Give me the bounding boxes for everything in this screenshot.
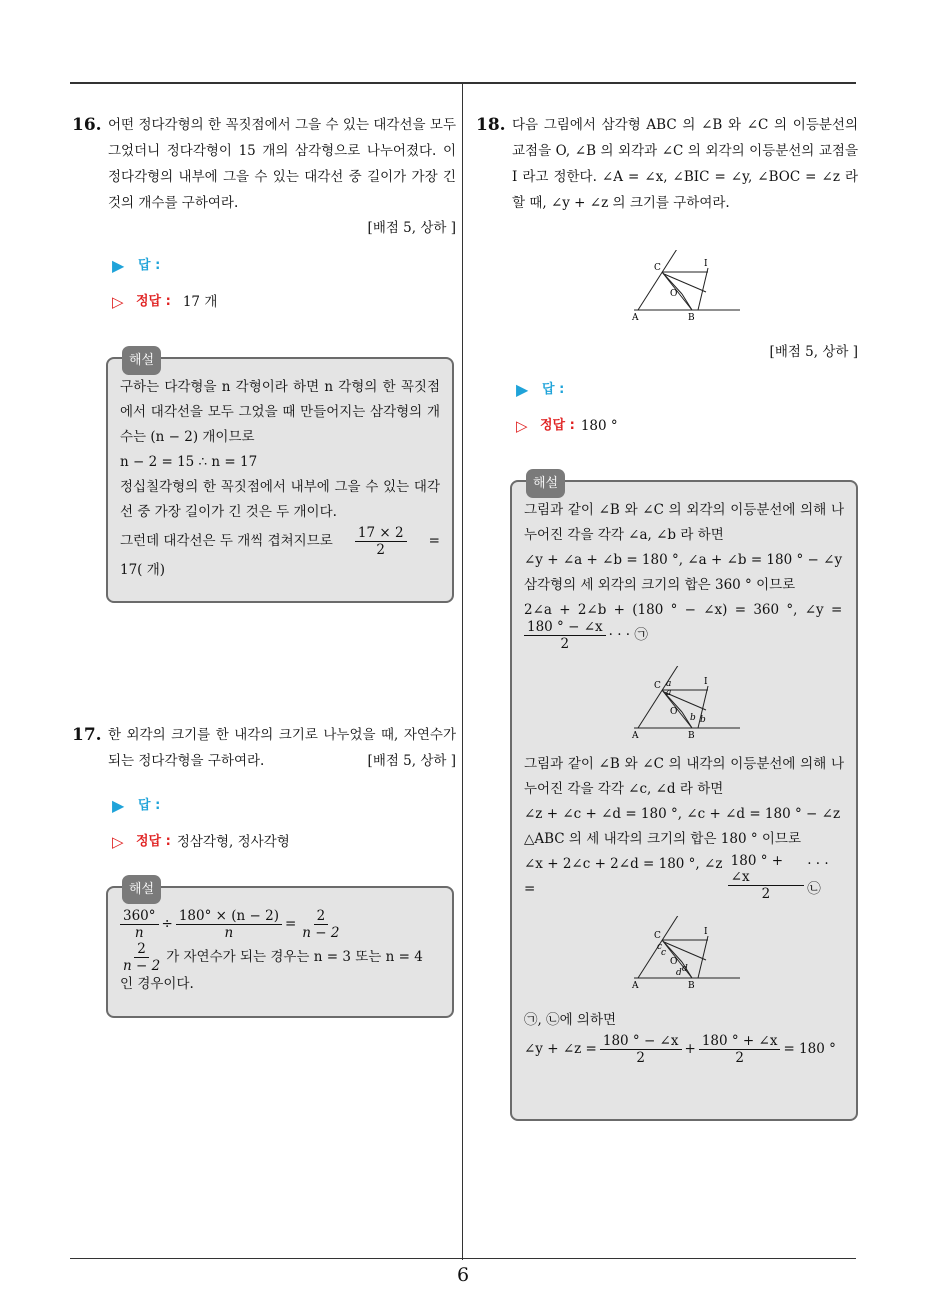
fraction-numerator: 180° × (n − 2) [176, 908, 282, 925]
correct-value: 정삼각형, 정사각형 [176, 834, 290, 850]
solution-line: 구하는 다각형을 n 각형이라 하면 n 각형의 한 꼭짓점에서 대각선을 모두 그었을 때 만들어지는 삼각형의 개수는 (n − 2) 개이므로 [120, 379, 440, 445]
fraction [299, 908, 342, 941]
label-c-angle: c [661, 948, 667, 958]
answer-label: 답 : [542, 382, 565, 397]
solution-box-16 [106, 353, 454, 603]
label-a: A [632, 981, 639, 988]
question-text [108, 722, 456, 774]
fraction [176, 908, 282, 941]
solution-line [524, 619, 844, 652]
solution-text: ∠x + 2∠c + 2∠d = 180 °, ∠z = [524, 856, 723, 897]
question-text: 다음 그림에서 삼각형 ABC 의 ∠B 와 ∠C 의 이등분선의 교점을 O, ∠B 의 외각과 ∠C 의 외각의 이등분선의 교점을 I 라고 정한다. ∠A = ∠x, ∠BIC = ∠y, ∠BOC = ∠z 라 할 때, ∠y + ∠z 의 크기를 구하여라. [512, 117, 858, 211]
label-o: O [670, 957, 678, 967]
question-number: 17. [72, 725, 102, 745]
label-c: C [654, 681, 661, 691]
solution-line: ∠y + ∠a + ∠b = 180 °, ∠a + ∠b = 180 ° − ∠y [524, 552, 843, 568]
fraction [524, 619, 606, 652]
solution-line: 그림과 같이 ∠B 와 ∠C 의 내각의 이등분선에 의해 나누어진 각을 각각 ∠c, ∠d 라 하면 [524, 756, 844, 797]
solution-line [120, 941, 440, 974]
interior-bisector-figure [630, 916, 760, 988]
solution-line: 2∠a + 2∠b + (180 ° − ∠x) = 360 °, ∠y = [524, 602, 843, 618]
answer-label: 답 : [138, 798, 161, 813]
fraction-denominator: 2 [560, 636, 570, 652]
fraction-numerator: 360° [120, 908, 159, 925]
solution-line: ∠z + ∠c + ∠d = 180 °, ∠c + ∠d = 180 ° − ∠z [524, 806, 841, 822]
fraction-numerator: 2 [314, 908, 329, 925]
solution-tag: 해설 [526, 469, 565, 498]
correct-label: 정답 : [136, 294, 171, 309]
answer-label: 답 : [138, 258, 161, 273]
question-body: 한 외각의 크기를 한 내각의 크기로 나누었을 때, 자연수가 되는 정다각형을 구하여라. [108, 727, 456, 769]
label-o: O [670, 289, 678, 299]
fraction-denominator: 2 [376, 542, 386, 558]
answer-row [112, 256, 456, 276]
solution-line: 삼각형의 세 외각의 크기의 합은 360 ° 이므로 [524, 577, 796, 593]
solution-tag: 해설 [122, 875, 161, 904]
label-a: a [666, 679, 672, 689]
solution-line: 17( 개) [120, 562, 166, 578]
label-b: b [700, 715, 706, 725]
label-b: b [690, 713, 696, 723]
solution-line: n − 2 = 15 ∴ n = 17 [120, 454, 258, 470]
outline-triangle-icon: ▷ [516, 417, 528, 435]
label-i: I [704, 927, 708, 937]
label-b: B [688, 731, 695, 738]
solution-text: · · · ㉡ [807, 856, 829, 897]
question-text: 어떤 정다각형의 한 꼭짓점에서 그을 수 있는 대각선을 모두 그었더니 정다각형이 15 개의 삼각형으로 나누어졌다. 이 정다각형의 내부에 그을 수 있는 대각선 중 길이가 가장 긴 것의 개수를 구하여라. [108, 117, 456, 211]
label-a: A [632, 731, 639, 738]
fraction [120, 941, 163, 974]
outline-triangle-icon: ▷ [112, 293, 124, 311]
solution-text: 그런데 대각선은 두 개씩 겹쳐지므로 [120, 533, 333, 549]
solution-line [524, 1033, 844, 1066]
question-16 [72, 112, 456, 312]
fraction-denominator: 2 [735, 1050, 744, 1066]
column-divider [462, 82, 463, 1260]
solution-line: ㉠, ㉡에 의하면 [524, 1012, 617, 1028]
filled-triangle-icon: ▶ [516, 380, 529, 399]
fraction [699, 1033, 781, 1066]
outline-triangle-icon: ▷ [112, 833, 124, 851]
score-label: [배점 5, 상하 ] [367, 220, 456, 236]
solution-line [524, 852, 844, 902]
ob-line [682, 294, 692, 310]
solution-text: ∠y + ∠z = [524, 1041, 597, 1057]
solution-box-18 [510, 476, 858, 1121]
score-label: [배점 5, 상하 ] [769, 344, 858, 360]
label-d-angle: d [682, 964, 688, 974]
score-label: [배점 5, 상하 ] [367, 753, 456, 769]
top-rule [70, 82, 856, 84]
exterior-bisector-figure [630, 666, 760, 738]
label-c-angle: c [657, 942, 663, 952]
fraction-numerator: 180 ° + ∠x [699, 1033, 781, 1050]
equals-sign: = [284, 916, 297, 932]
fraction [600, 1033, 682, 1066]
fraction [728, 853, 805, 902]
solution-text: = 180 ° [783, 1041, 836, 1057]
solution-tag: 해설 [122, 346, 161, 375]
fraction-numerator: 180 ° + ∠x [728, 853, 805, 886]
fraction-numerator: 180 ° − ∠x [524, 619, 606, 636]
fraction-numerator: 2 [134, 941, 149, 958]
solution-line: 그림과 같이 ∠B 와 ∠C 의 외각의 이등분선에 의해 나누어진 각을 각각 ∠a, ∠b 라 하면 [524, 502, 844, 543]
answer-row [516, 380, 858, 400]
fraction-denominator: 2 [636, 1050, 645, 1066]
bottom-rule [70, 1258, 856, 1259]
label-o: O [670, 707, 678, 717]
label-c: C [654, 263, 661, 273]
fraction-denominator: n [134, 925, 144, 941]
fraction-denominator: n − 2 [123, 958, 161, 974]
solution-line: △ABC 의 세 내각의 크기의 합은 180 ° 이므로 [524, 831, 802, 847]
correct-value: 17 개 [182, 294, 218, 310]
answer-row [112, 796, 456, 816]
fraction-denominator: n [224, 925, 234, 941]
label-a: a [666, 688, 672, 698]
page-number: 6 [456, 1264, 470, 1286]
fraction [355, 525, 407, 558]
side-line [638, 666, 684, 728]
solution-text: 가 자연수가 되는 경우는 n = 3 또는 n = 4 [166, 949, 423, 965]
label-i: I [704, 259, 708, 269]
label-a: A [632, 313, 639, 320]
fraction-numerator: 180 ° − ∠x [600, 1033, 682, 1050]
solution-box-17 [106, 882, 454, 1018]
filled-triangle-icon: ▶ [112, 796, 125, 815]
correct-answer-row [516, 416, 858, 436]
question-number: 18. [476, 115, 506, 135]
correct-label: 정답 : [136, 834, 171, 849]
correct-value: 180 ° [580, 418, 618, 434]
fraction-denominator: 2 [761, 885, 771, 902]
label-b: B [688, 313, 695, 320]
fraction [120, 908, 159, 941]
plus-sign: + [684, 1041, 696, 1057]
question-number: 16. [72, 115, 102, 135]
correct-answer-row [112, 832, 456, 852]
fraction-numerator: 17 × 2 [355, 525, 407, 542]
solution-line [120, 525, 440, 558]
filled-triangle-icon: ▶ [112, 256, 125, 275]
correct-answer-row [112, 292, 456, 312]
label-b: B [688, 981, 695, 988]
label-i: I [704, 677, 708, 687]
triangle-figure [630, 250, 760, 320]
solution-line: 인 경우이다. [120, 976, 194, 992]
solution-text: · · · ㉠ [608, 627, 648, 643]
correct-label: 정답 : [540, 418, 575, 433]
solution-line [120, 908, 440, 941]
equals-sign: = [428, 533, 440, 549]
divide-sign: ÷ [161, 916, 173, 932]
fraction-denominator: n − 2 [302, 925, 340, 941]
question-17 [72, 722, 456, 852]
label-c: C [654, 931, 661, 941]
label-d-angle: d [676, 968, 682, 978]
solution-line: 정십칠각형의 한 꼭짓점에서 내부에 그을 수 있는 대각선 중 가장 길이가 긴 것은 두 개이다. [120, 479, 440, 520]
question-18 [476, 112, 858, 436]
